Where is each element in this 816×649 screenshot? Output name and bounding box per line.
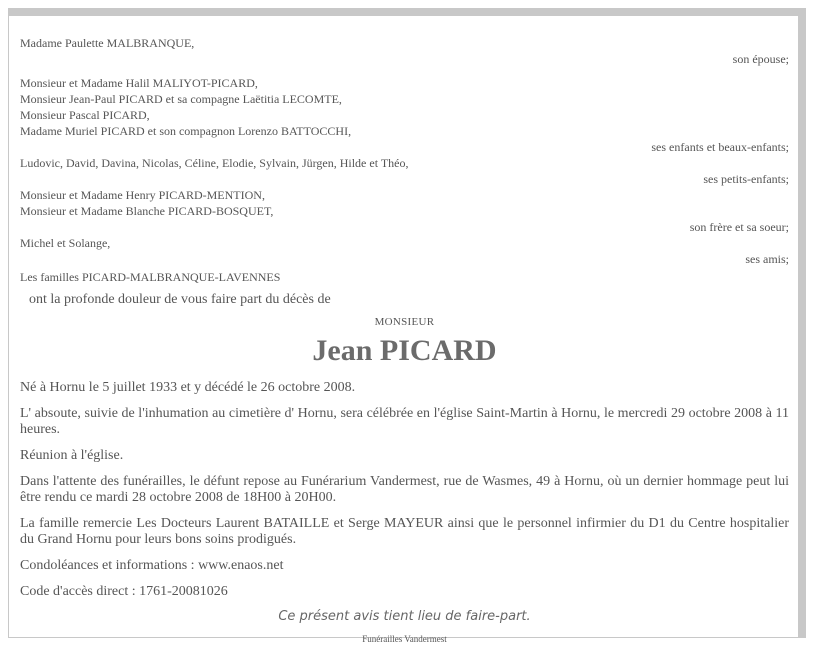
role-siblings: son frère et sa soeur; (689, 220, 789, 234)
signature: Funérailles Vandermest (362, 634, 447, 644)
paragraph-funerarium: Dans l'attente des funérailles, le défunt repose au Funérarium Vandermest, rue de Wasmes, 49 à Hornu, où un dernier hommage peut lui être rendu ce mardi 28 octobre 2008 de 18H00 à 20H00. (20, 474, 789, 505)
role-grandchildren: ses petits-enfants; (703, 172, 789, 186)
paragraph-birth: Né à Hornu le 5 juillet 1933 et y décédé le 26 octobre 2008. (20, 380, 356, 395)
obituary-card (8, 8, 806, 644)
role-children: ses enfants et beaux-enfants; (651, 140, 789, 154)
children-line: Monsieur Jean-Paul PICARD et sa compagne Laëtitia LECOMTE, (20, 92, 342, 106)
siblings-line: Monsieur et Madame Blanche PICARD-BOSQUET, (20, 204, 274, 218)
siblings-line: Monsieur et Madame Henry PICARD-MENTION, (20, 188, 265, 202)
role-spouse: son épouse; (732, 52, 789, 66)
deceased-name: Jean PICARD (312, 334, 497, 367)
paragraph-thanks: La famille remercie Les Docteurs Laurent BATAILLE et Serge MAYEUR ainsi que le personnel infirmier du D1 du Centre hospitalier du Grand Hornu pour leurs bons soins prodigués. (20, 516, 789, 547)
children-line: Monsieur et Madame Halil MALIYOT-PICARD, (20, 76, 258, 90)
paragraph-ceremony: L' absoute, suivie de l'inhumation au cimetière d' Hornu, sera célébrée en l'église Saint-Martin à Hornu, le mercredi 29 octobre 2008 à 11 heures. (20, 406, 789, 437)
children-line: Monsieur Pascal PICARD, (20, 108, 150, 122)
closing-note: Ce présent avis tient lieu de faire-part. (278, 609, 531, 624)
role-friends: ses amis; (745, 252, 789, 266)
paragraph-meeting: Réunion à l'église. (20, 448, 124, 463)
friends-line: Michel et Solange, (20, 236, 111, 250)
grandchildren-line: Ludovic, David, Davina, Nicolas, Céline, Elodie, Sylvain, Jürgen, Hilde et Théo, (20, 156, 409, 170)
paragraph-access-code: Code d'accès direct : 1761-20081026 (20, 584, 228, 599)
spouse-line: Madame Paulette MALBRANQUE, (20, 36, 195, 50)
children-line: Madame Muriel PICARD et son compagnon Lorenzo BATTOCCHI, (20, 124, 352, 138)
title-monsieur: MONSIEUR (374, 316, 435, 328)
obituary-content (20, 35, 789, 645)
intro-text: ont la profonde douleur de vous faire part du décès de (29, 292, 331, 307)
families-line: Les familles PICARD-MALBRANQUE-LAVENNES (20, 270, 281, 284)
paragraph-condolences: Condoléances et informations : www.enaos.net (20, 558, 284, 573)
